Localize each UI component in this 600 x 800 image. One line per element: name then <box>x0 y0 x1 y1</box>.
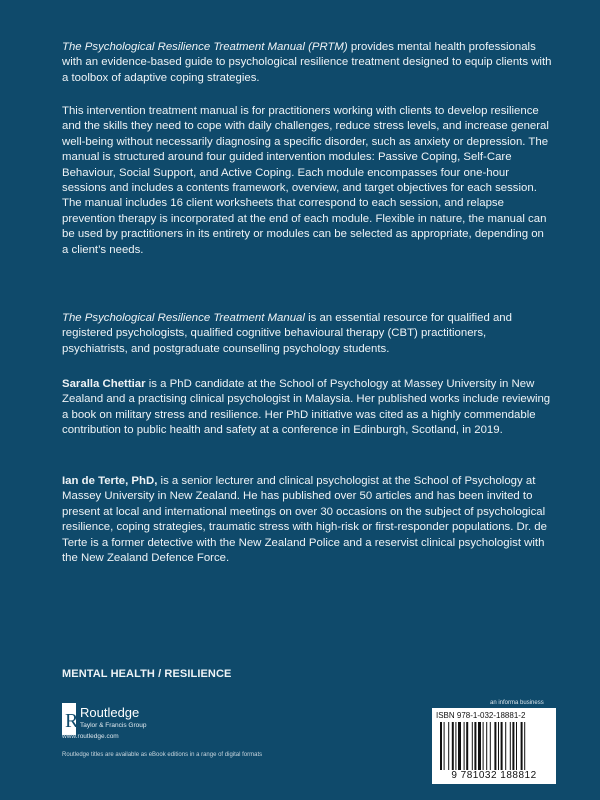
isbn-text: ISBN 978-1-032-18881-2 <box>436 711 526 720</box>
description-paragraph-2: This intervention treatment manual is for practitioners working with clients to develop resilience and the skills they need to cope with daily challenges, reduce stress levels, and increase general well-being without necessarily diagnosing a specific disorder, such as anxiety or depression. The manual is structured around four guided intervention modules: Passive Coping, Self-Care Behaviour, Social Support, and Active Coping. Each module encompasses four one-hour sessions and includes a contents framework, overview, and target objectives for each session. The manual includes 16 client worksheets that correspond to each session, and relapse prevention therapy is incorporated at the end of each module. Flexible in nature, the manual can be used by practitioners in its entirety or modules can be selected as appropriate, depending on a client’s needs. <box>62 105 549 256</box>
svg-text:R: R <box>65 710 79 732</box>
author-bio-2: Ian de Terte, PhD, is a senior lecturer and clinical psychologist at the School of Psychology at Massey University in New Zealand. He has published over 50 articles and has been invited to present at local and international meetings on over 30 occasions on the subject of psychological resilience, coping strategies, traumatic stress with high-risk or first-responder populations. Dr. de Terte is a former detective with the New Zealand Police and a reservist clinical psychologist with the New Zealand Defence Force. <box>62 475 547 565</box>
publisher-group: Taylor & Francis Group <box>80 722 147 729</box>
isbn-barcode <box>432 708 556 784</box>
author-name: Saralla Chettiar <box>62 378 146 390</box>
author-bio-1: Saralla Chettiar is a PhD candidate at the School of Psychology at Massey University in New Zealand and a practising clinical psychologist in Malaysia. Her published works include reviewing a book on military stress and resilience. Her PhD initiative was cited as a highly commendable contribution to public health and safety at a conference in Edinburgh, Scotland, in 2019. <box>62 378 551 437</box>
author-name: Ian de Terte, PhD, <box>62 475 158 487</box>
barcode-icon <box>440 722 548 770</box>
informa-tagline: an informa business <box>490 700 544 706</box>
description-paragraph-1: The Psychological Resilience Treatment Manual (PRTM) provides mental health professionals with an evidence-based guide to psychological resilience treatment designed to equip clients with a toolbox of adaptive coping strategies. <box>62 41 552 84</box>
routledge-r-icon <box>62 703 79 735</box>
book-title-italic: The Psychological Resilience Treatment Manual <box>62 312 305 324</box>
subject-category: MENTAL HEALTH / RESILIENCE <box>62 668 232 680</box>
publisher-url[interactable]: www.routledge.com <box>62 733 119 740</box>
publisher-name: Routledge <box>80 705 140 720</box>
description-paragraph-3: The Psychological Resilience Treatment Manual is an essential resource for qualified and registered psychologists, qualified cognitive behavioural therapy (CBT) practitioners, psychiatrists, and postgraduate counselling psychology students. <box>62 312 512 355</box>
ebook-note: Routledge titles are available as eBook editions in a range of digital formats <box>62 752 263 758</box>
book-title-italic: The Psychological Resilience Treatment Manual (PRTM) <box>62 41 348 53</box>
barcode-digits: 9 781032 188812 <box>451 770 537 781</box>
